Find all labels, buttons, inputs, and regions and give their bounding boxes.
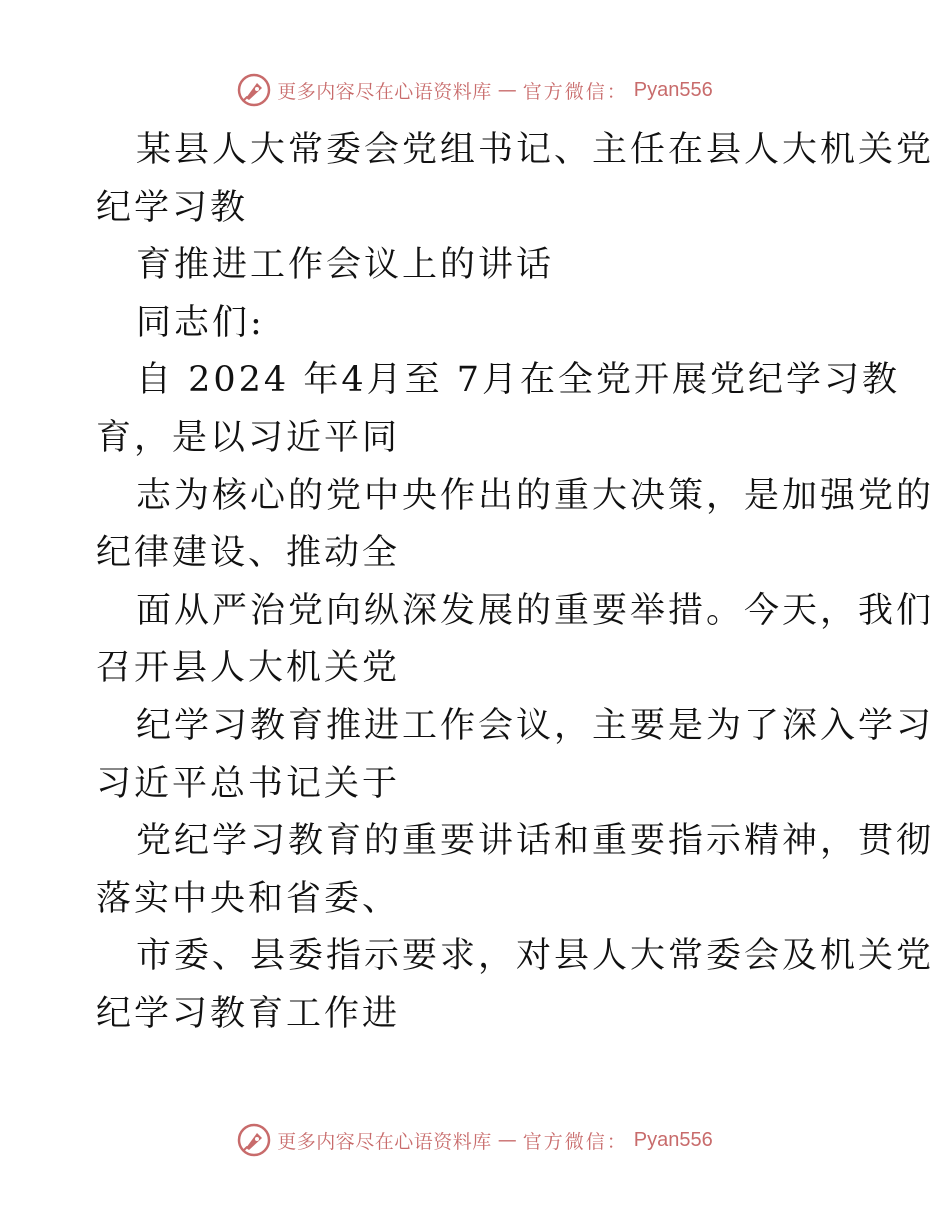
- paragraph-line: 面从严治党向纵深发展的重要举措。今天，我们: [136, 590, 935, 631]
- pen-nib-logo-icon: [237, 1123, 271, 1157]
- paragraph-line: 自 2024 年4月至 7月在全党开展党纪学习教: [136, 360, 900, 401]
- paragraph-line: 纪学习教育推进工作会议，主要是为了深入学习: [136, 705, 935, 746]
- banner-site-text: 更多内容尽在心语资料库: [277, 80, 492, 103]
- paragraph-line: 纪律建设、推动全: [96, 533, 401, 574]
- paragraph-line: 市委、县委指示要求，对县人大常委会及机关党: [136, 936, 935, 977]
- paragraph-line: 落实中央和省委、: [96, 878, 401, 919]
- paragraph-line: 志为核心的党中央作出的重大决策，是加强党的: [136, 475, 935, 516]
- paragraph-line: 习近平总书记关于: [96, 763, 401, 804]
- paragraph-line: 纪学习教育工作进: [96, 993, 401, 1034]
- pen-nib-logo-icon: [237, 73, 271, 107]
- banner-separator: —: [497, 1129, 517, 1151]
- salutation: 同志们:: [136, 302, 265, 343]
- paragraph-line: 党纪学习教育的重要讲话和重要指示精神，贯彻: [136, 821, 935, 862]
- paragraph-line: 召开县人大机关党: [96, 648, 401, 689]
- document-body: [96, 122, 935, 1044]
- banner-wechat-id: Pyan556: [633, 78, 713, 101]
- banner-wechat-label: 官方微信：: [522, 1130, 628, 1153]
- banner-separator: —: [497, 79, 517, 101]
- paragraph-line: 育，是以习近平同: [96, 417, 401, 458]
- title-line-1: 某县人大常委会党组书记、主任在县人大机关党: [136, 130, 935, 170]
- title-line-3: 育推进工作会议上的讲话: [136, 245, 555, 286]
- header-banner: [0, 70, 950, 110]
- title-line-2: 纪学习教: [96, 187, 249, 228]
- banner-wechat-label: 官方微信：: [522, 80, 628, 103]
- banner-wechat-id: Pyan556: [633, 1128, 713, 1151]
- footer-banner: [0, 1120, 950, 1160]
- banner-site-text: 更多内容尽在心语资料库: [277, 1130, 492, 1153]
